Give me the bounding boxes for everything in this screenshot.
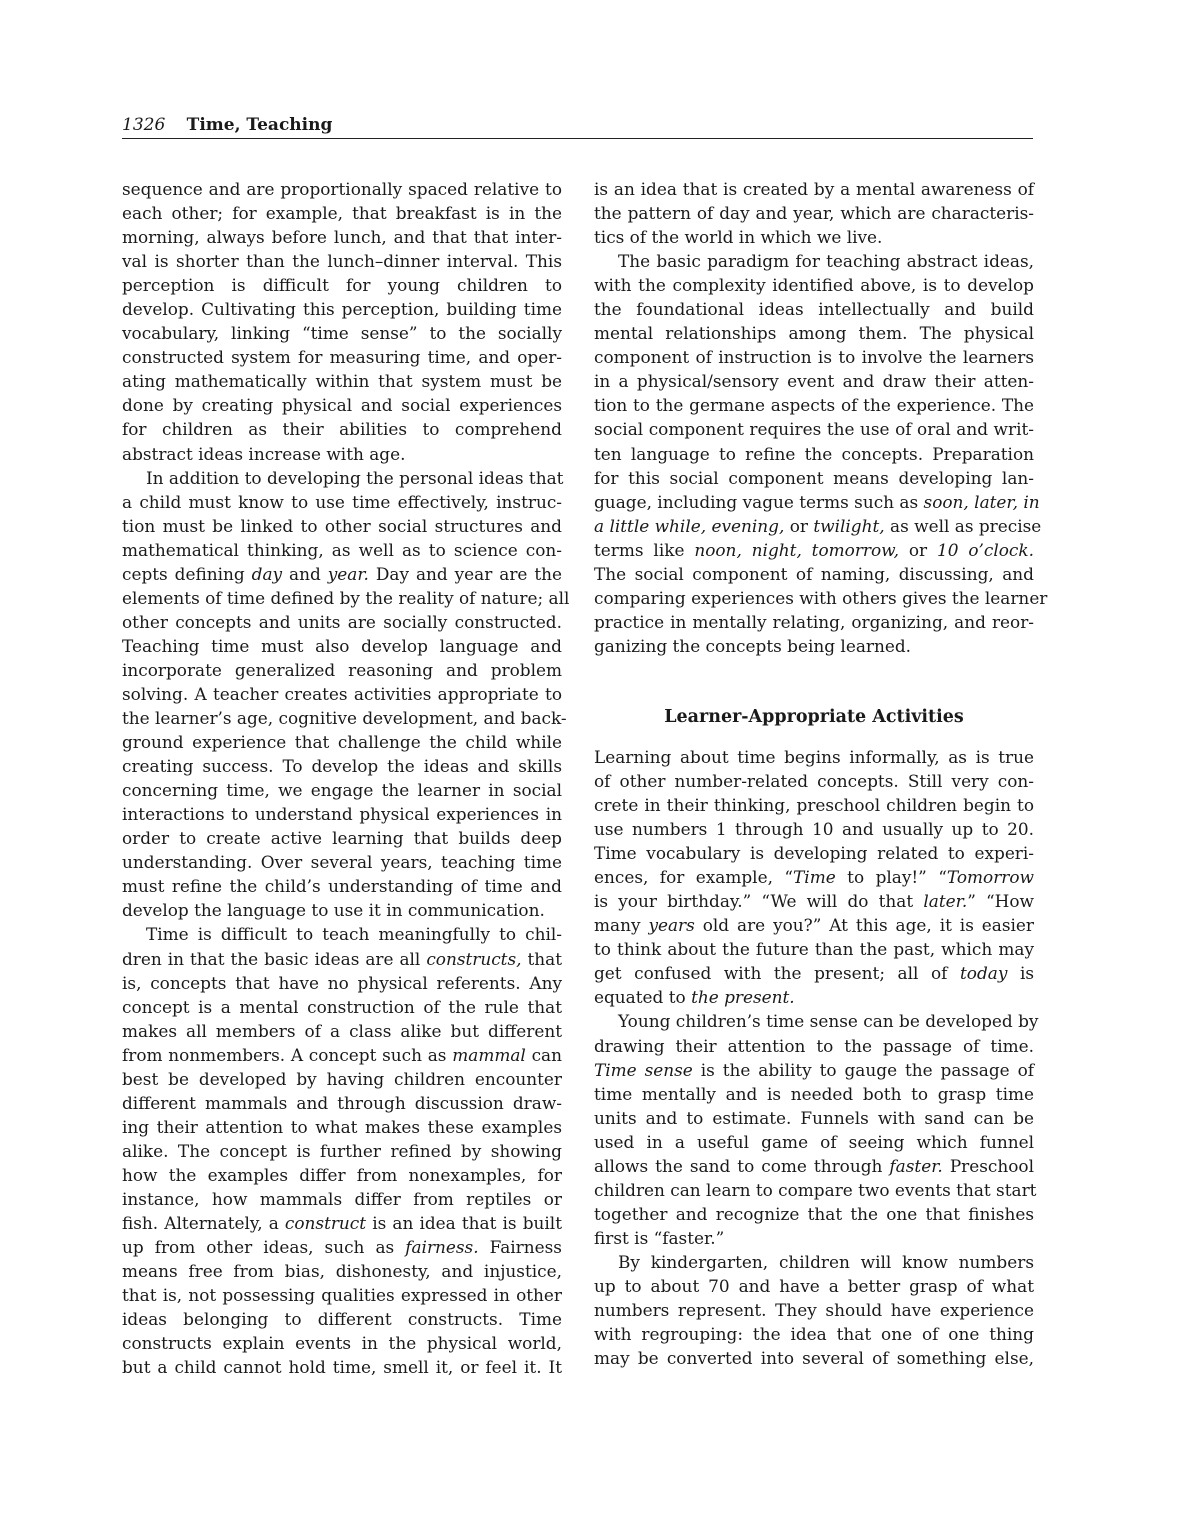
text-line: Teaching time must also develop language and [122,635,562,656]
right-column [594,177,1048,1370]
text-line: interactions to understand physical experiences in [122,804,562,825]
text-line: other concepts and units are socially constructed. [122,611,562,632]
left-column [122,177,570,1379]
text-line: sequence and are proportionally spaced relative to [122,179,562,199]
text-line: the pattern of day and year, which are characteris- [594,203,1034,224]
text-line: must refine the child’s understanding of time and [122,876,562,897]
text-line: Time sense is the ability to gauge the passage of [594,1059,1034,1080]
text-line: ten language to refine the concepts. Preparation [594,443,1034,464]
text-line: ganizing the concepts being learned. [594,635,912,656]
text-line: By kindergarten, children will know numbers [618,1251,1034,1272]
text-line: crete in their thinking, preschool children begin to [594,795,1034,816]
text-line: The basic paradigm for teaching abstract ideas, [618,251,1034,272]
text-line: cepts defining day and year. Day and year are the [122,563,562,584]
text-line: for this social component means developing lan- [594,467,1034,488]
text-line: best be developed by having children encounter [122,1068,562,1089]
text-line: component of instruction is to involve the learners [594,347,1034,368]
section-gap [594,658,1034,682]
text-line: the learner’s age, cognitive development, and back- [122,708,567,729]
running-title: Time, Teaching [186,115,333,135]
text-line: terms like noon, night, tomorrow, or 10 o’clock. [594,539,1035,560]
text-line: Learning about time begins informally, as is true [594,746,1034,767]
text-line: develop. Cultivating this perception, building time [122,299,562,320]
text-line: with regrouping: the idea that one of one thing [594,1324,1034,1345]
text-line: ing their attention to what makes these examples [122,1116,562,1137]
text-line: children can learn to compare two events that start [594,1179,1037,1200]
text-line: tics of the world in which we live. [594,227,883,248]
text-line: a little while, evening, or twilight, as well as precise [594,515,1042,536]
text-line: get confused with the present; all of today is [594,963,1035,984]
text-line: morning, always before lunch, and that that inter- [122,227,562,248]
text-line: incorporate generalized reasoning and problem [122,659,562,680]
text-line: time mentally and is needed both to grasp time [594,1083,1034,1104]
text-line: perception is difficult for young children to [122,275,562,296]
text-line: may be converted into several of something else, [594,1348,1034,1369]
text-line: up from other ideas, such as fairness. Fairness [122,1237,562,1258]
text-line: dren in that the basic ideas are all constructs, that [122,948,563,969]
running-header [122,112,1033,139]
text-line: in a physical/sensory event and draw their atten- [594,371,1034,392]
text-line: tion must be linked to other social structures and [122,515,562,536]
text-line: to think about the future than the past, which may [594,939,1034,960]
text-line: ences, for example, “Time to play!” “Tomorrow [594,867,1034,888]
text-line: order to create active learning that builds deep [122,828,562,849]
text-line: done by creating physical and social experiences [122,395,562,416]
text-line: is an idea that is created by a mental awareness of [594,179,1034,199]
text-line: each other; for example, that breakfast is in the [122,203,562,224]
text-line: different mammals and through discussion draw- [122,1092,562,1113]
text-line: develop the language to use it in communication. [122,900,545,921]
text-line: with the complexity identified above, is to develop [594,275,1034,296]
text-line: Time is difficult to teach meaningfully to chil- [146,924,562,945]
text-line: ating mathematically within that system must be [122,371,562,392]
text-line: vocabulary, linking “time sense” to the socially [122,323,562,344]
text-line: is, concepts that have no physical referents. Any [122,972,562,993]
text-line: tion to the germane aspects of the experience. The [594,395,1034,416]
text-line: units and to estimate. Funnels with sand can be [594,1107,1034,1128]
text-line: ideas belonging to different constructs. Time [122,1309,562,1330]
text-line: many years old are you?” At this age, it is easier [594,915,1034,936]
text-line: abstract ideas increase with age. [122,443,406,464]
text-line: fish. Alternately, a construct is an idea that is built [122,1213,562,1234]
page-number: 1326 [122,115,166,135]
text-line: from nonmembers. A concept such as mammal can [122,1044,562,1065]
text-line: but a child cannot hold time, smell it, or feel it. It [122,1357,562,1378]
text-line: means free from bias, dishonesty, and injustice, [122,1261,562,1282]
text-line: concept is a mental construction of the rule that [122,996,562,1017]
text-line: used in a useful game of seeing which funnel [594,1131,1034,1152]
text-line: up to about 70 and have a better grasp of what [594,1275,1034,1296]
text-line: the foundational ideas intellectually and build [594,299,1034,320]
text-line: together and recognize that the one that finishes [594,1203,1034,1224]
text-line: understanding. Over several years, teaching time [122,852,562,873]
text-line: makes all members of a class alike but different [122,1020,562,1041]
text-line: constructs explain events in the physical world, [122,1333,562,1354]
text-line: social component requires the use of oral and writ- [594,419,1034,440]
text-line: mathematical thinking, as well as to science con- [122,539,562,560]
text-line: a child must know to use time effectively, instruc- [122,491,562,512]
text-line: of other number-related concepts. Still very con- [594,770,1034,791]
text-line: alike. The concept is further refined by showing [122,1140,562,1161]
text-line: first is “faster.” [594,1227,725,1248]
text-line: Time vocabulary is developing related to experi- [594,843,1034,864]
text-line: allows the sand to come through faster. Preschool [594,1155,1034,1176]
text-line: ground experience that challenge the child while [122,732,562,753]
text-line: mental relationships among them. The physical [594,323,1034,344]
section-heading: Learner-Appropriate Activities [664,706,964,727]
text-line: practice in mentally relating, organizing, and reor- [594,611,1034,632]
text-line: that is, not possessing qualities expressed in other [122,1285,562,1306]
text-line: val is shorter than the lunch–dinner interval. This [122,251,562,272]
text-line: The social component of naming, discussing, and [594,563,1034,584]
text-line: for children as their abilities to comprehend [122,419,562,440]
text-line: use numbers 1 through 10 and usually up to 20. [594,819,1034,840]
text-line: drawing their attention to the passage of time. [594,1035,1034,1056]
text-line: constructed system for measuring time, and oper- [122,347,562,368]
text-line: concerning time, we engage the learner in social [122,780,562,801]
text-line: how the examples differ from nonexamples, for [122,1164,562,1185]
text-line: comparing experiences with others gives the learner [594,587,1048,608]
text-line: creating success. To develop the ideas and skills [122,756,562,777]
text-line: Young children’s time sense can be developed by [618,1011,1039,1032]
text-line: instance, how mammals differ from reptiles or [122,1188,562,1209]
text-line: numbers represent. They should have experience [594,1300,1034,1321]
text-line: elements of time defined by the reality of nature; all [122,587,570,608]
text-line: equated to the present. [594,987,795,1008]
text-line: In addition to developing the personal ideas that [146,467,564,488]
text-line: is your birthday.” “We will do that later.” “How [594,891,1035,912]
text-line: solving. A teacher creates activities appropriate to [122,683,562,704]
text-line: guage, including vague terms such as soon, later, in [594,491,1040,512]
